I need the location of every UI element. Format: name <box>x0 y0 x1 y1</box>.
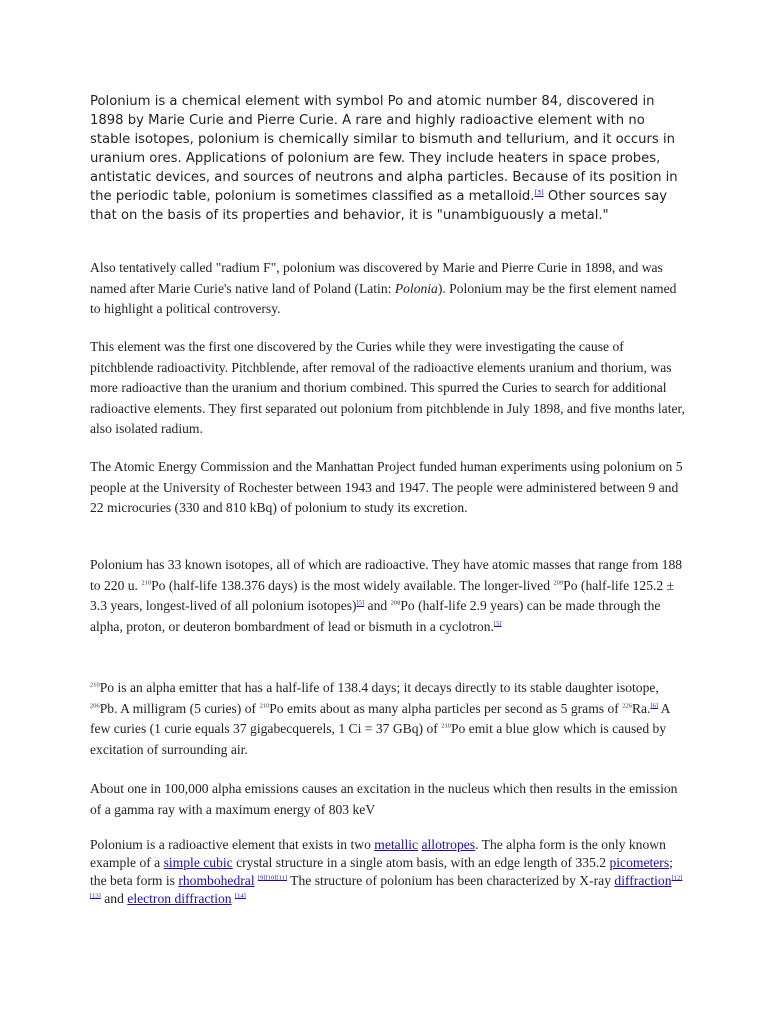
link-metallic[interactable]: metallic <box>374 837 419 852</box>
citation-ref[interactable]: [9][10][11] <box>258 874 288 882</box>
paragraph-text: Po (half-life 138.376 days) is the most widely available. The longer-lived <box>151 577 554 593</box>
paragraph-gamma <box>90 779 686 820</box>
paragraph-text: Po emit a blue glow which is caused by excitation of surrounding air. <box>90 721 667 757</box>
paragraph-text: Pb. A milligram (5 curies) of <box>99 700 260 716</box>
link-picometers[interactable]: picometers <box>609 855 670 870</box>
italic-term: Polonia <box>394 280 438 296</box>
paragraph-text: ; the beta form is <box>90 855 673 888</box>
paragraph-text: and <box>364 598 391 614</box>
isotope-superscript: 210 <box>441 722 451 730</box>
paragraph-intro <box>90 92 686 225</box>
paragraph-text: Po (half-life 125.2 ± 3.3 years, longest-lived of all polonium isotopes) <box>90 577 675 614</box>
paragraph-text: Po is an alpha emitter that has a half-life of 138.4 days; it decays directly to its stable daughter isotope, <box>99 680 659 695</box>
paragraph-curies <box>90 337 686 440</box>
paragraph-experiments <box>90 457 686 519</box>
paragraph-text: Also tentatively called "radium F", polonium was discovered by Marie and Pierre Curie in 1898, and was named after Marie Curie's native land of Poland (Latin: <box>90 260 663 296</box>
paragraph-discovery <box>90 258 686 320</box>
isotope-superscript: 210 <box>90 681 100 689</box>
citation-ref[interactable]: [5] <box>493 620 502 628</box>
citation-ref[interactable]: [6] <box>650 702 659 710</box>
paragraph-text: Polonium is a radioactive element that exists in two <box>90 837 375 852</box>
paragraph-text: Polonium is a chemical element with symbol Po and atomic number 84, discovered in 1898 by Marie Curie and Pierre Curie. A rare and highly radioactive element with no stable isotopes, polonium is chemically similar to bismuth and tellurium, and it occurs in uranium ores. Applications of polonium are few. They include heaters in space probes, antistatic devices, and sources of neutrons and alpha particles. Because of its position in the periodic table, polonium is sometimes classified as a metalloid. <box>90 94 678 204</box>
paragraph-alpha-emitter <box>90 678 686 760</box>
paragraph-text: . The alpha form is the only known example of a <box>90 837 666 870</box>
citation-ref[interactable]: [12][13] <box>90 874 683 900</box>
link-simple-cubic[interactable]: simple cubic <box>163 855 233 870</box>
paragraph-text: crystal structure in a single atom basis, with an edge length of 335.2 <box>232 855 610 870</box>
paragraph-text: Ra. <box>631 700 651 716</box>
isotope-superscript: 208 <box>390 599 401 607</box>
paragraph-text: Other sources say that on the basis of its properties and behavior, it is "unambiguously a metal." <box>90 189 668 223</box>
paragraph-text: Polonium has 33 known isotopes, all of which are radioactive. They have atomic masses that range from 188 to 220 u. <box>90 557 683 593</box>
paragraph-text: Po emits about as many alpha particles per second as 5 grams of <box>269 700 623 716</box>
isotope-superscript: 206 <box>90 702 100 710</box>
citation-ref[interactable]: [3] <box>534 188 544 197</box>
link-diffraction[interactable]: diffraction <box>614 873 672 888</box>
paragraph-text: ). Polonium may be the first element named to highlight a political controversy. <box>90 280 677 317</box>
paragraph-text: Po (half-life 2.9 years) can be made through the alpha, proton, or deuteron bombardment of lead or bismuth in a cyclotron. <box>90 598 661 634</box>
link-allotropes[interactable]: allotropes <box>421 837 476 852</box>
paragraph-text: About one in 100,000 alpha emissions causes an excitation in the nucleus which then results in the emission of a gamma ray with a maximum energy of 803 keV <box>90 781 678 817</box>
citation-ref[interactable]: [5] <box>356 599 365 607</box>
paragraph-text: The structure of polonium has been characterized by X-ray <box>287 873 615 888</box>
paragraph-text: and <box>100 891 128 906</box>
link-electron-diffraction[interactable]: electron diffraction <box>127 891 232 906</box>
paragraph-text: The Atomic Energy Commission and the Manhattan Project funded human experiments using polonium on 5 people at the University of Rochester between 1943 and 1947. The people were administered between 9 and 22 microcuries (330 and 810 kBq) of polonium to study its excretion. <box>90 459 683 516</box>
isotope-superscript: 210 <box>141 579 152 587</box>
isotope-superscript: 226 <box>622 702 632 710</box>
paragraph-text: A few curies (1 curie equals 37 gigabecquerels, 1 Ci = 37 GBq) of <box>90 700 670 737</box>
isotope-superscript: 209 <box>553 579 564 587</box>
paragraph-text: This element was the first one discovered by the Curies while they were investigating the cause of pitchblende radioactivity. Pitchblende, after removal of the radioactive elements uranium and thorium, was more radioactive than the uranium and thorium combined. This spurred the Curies to search for additional radioactive elements. They first separated out polonium from pitchblende in July 1898, and five months later, also isolated radium. <box>90 339 685 437</box>
citation-ref[interactable]: [14] <box>234 892 246 900</box>
paragraph-isotopes <box>90 555 686 637</box>
paragraph-allotropes <box>90 836 686 908</box>
link-rhombohedral[interactable]: rhombohedral <box>178 873 255 888</box>
isotope-superscript: 210 <box>259 702 270 710</box>
